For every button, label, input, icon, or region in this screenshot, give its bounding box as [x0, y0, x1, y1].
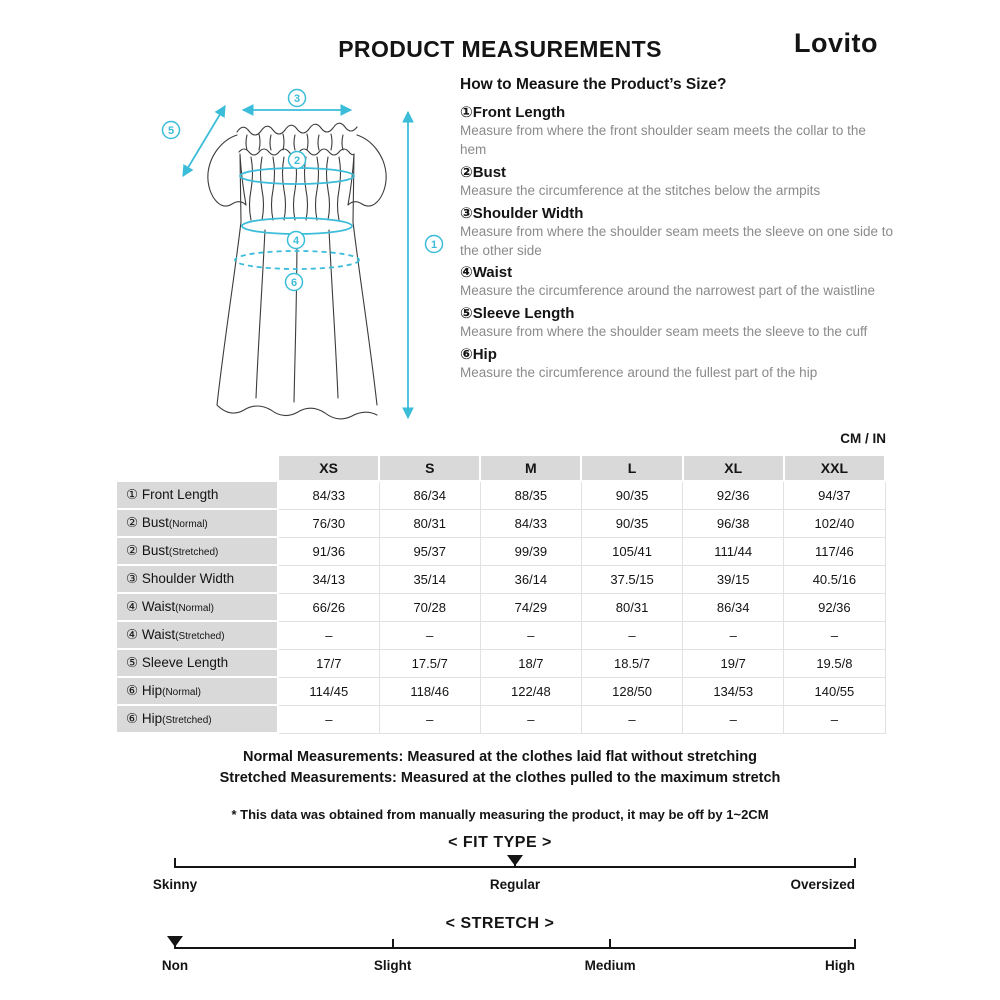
measure-guide	[460, 76, 894, 385]
instruction-item	[460, 204, 894, 261]
measurement-row	[116, 705, 885, 733]
measurement-type-sub: (Stretched)	[175, 631, 225, 642]
scale-marker	[167, 936, 183, 947]
measurement-value-cell: 84/33	[480, 509, 581, 537]
measurement-value-cell: 92/36	[683, 481, 784, 509]
measurement-value-cell: 34/13	[278, 565, 379, 593]
table-corner-cell	[116, 455, 278, 481]
measurement-value-cell: –	[683, 621, 784, 649]
measurement-row	[116, 677, 885, 705]
note-disclaimer: * This data was obtained from manually measuring the product, it may be off by 1~2CM	[231, 807, 769, 822]
dress-diagram-svg	[125, 80, 465, 430]
measurement-value-cell: 118/46	[379, 677, 480, 705]
measurement-value-cell: 76/30	[278, 509, 379, 537]
measurement-value-cell: 19/7	[683, 649, 784, 677]
scale-labels-0	[152, 877, 855, 895]
guide-title: How to Measure the Product’s Size?	[460, 76, 727, 93]
measurement-row-label: ⑥ Hip(Stretched)	[116, 705, 278, 733]
measurement-value-cell: –	[480, 621, 581, 649]
measurement-value-cell: –	[480, 705, 581, 733]
measurement-row	[116, 593, 885, 621]
instruction-item	[460, 345, 894, 383]
measurement-row-label: ④ Waist(Stretched)	[116, 621, 278, 649]
measurement-value-cell: 128/50	[581, 677, 682, 705]
diagram-callouts	[163, 90, 443, 291]
callout-num-front-length: 1	[430, 239, 438, 251]
scale-tick	[854, 858, 856, 868]
note-normal: Normal Measurements: Measured at the clothes laid flat without stretching	[242, 749, 758, 765]
measurement-value-cell: 105/41	[581, 537, 682, 565]
scale-line	[175, 947, 855, 949]
instruction-label: ⑤Sleeve Length	[460, 305, 575, 323]
measurement-value-cell: 66/26	[278, 593, 379, 621]
scale-labels-1	[161, 958, 855, 976]
measurement-value-cell: 86/34	[683, 593, 784, 621]
measurement-value-cell: –	[379, 705, 480, 733]
instruction-label: ①Front Length	[460, 104, 566, 121]
measurement-row	[116, 481, 885, 509]
instruction-desc: Measure from where the front shoulder seam meets the collar to the hem	[460, 123, 866, 157]
scale-label: Medium	[584, 958, 636, 973]
instruction-label: ②Bust	[460, 163, 507, 181]
measurement-type-sub: (Stretched)	[162, 715, 212, 726]
scale-tick	[609, 939, 611, 949]
callout-num-shoulder: 3	[293, 93, 301, 105]
measurement-row-label: ⑤ Sleeve Length	[116, 649, 278, 677]
callout-num-waist: 4	[292, 235, 300, 247]
callout-num-hip: 6	[290, 277, 298, 289]
instruction-item	[460, 304, 894, 342]
measurement-value-cell: –	[581, 705, 682, 733]
size-column-header: S	[379, 455, 480, 481]
measurement-value-cell: 111/44	[683, 537, 784, 565]
measurement-row-label: ② Bust(Stretched)	[116, 537, 278, 565]
instruction-desc: Measure the circumference at the stitches below the armpits	[460, 182, 821, 198]
scale-label: Slight	[373, 958, 412, 973]
measurement-value-cell: 117/46	[784, 537, 885, 565]
page-title: PRODUCT MEASUREMENTS	[338, 36, 662, 62]
measurement-type-sub: (Normal)	[162, 687, 202, 698]
measurement-value-cell: –	[379, 621, 480, 649]
sleeve-length-line	[183, 106, 225, 176]
measurement-value-cell: 92/36	[784, 593, 885, 621]
measurement-value-cell: 80/31	[379, 509, 480, 537]
measurement-value-cell: 19.5/8	[784, 649, 885, 677]
measurement-value-cell: 90/35	[581, 481, 682, 509]
measurement-value-cell: 99/39	[480, 537, 581, 565]
scale-tick	[854, 939, 856, 949]
measurement-value-cell: –	[683, 705, 784, 733]
measurement-value-cell: 17/7	[278, 649, 379, 677]
measurement-value-cell: 90/35	[581, 509, 682, 537]
scale-tick	[174, 858, 176, 868]
measurement-value-cell: 102/40	[784, 509, 885, 537]
size-column-header: XS	[278, 455, 379, 481]
measurement-value-cell: 70/28	[379, 593, 480, 621]
measurement-row-label: ① Front Length	[116, 481, 278, 509]
measurement-value-cell: 18/7	[480, 649, 581, 677]
instruction-desc: Measure the circumference around the narrowest part of the waistline	[460, 283, 875, 299]
size-column-header: M	[480, 455, 581, 481]
scale-label: Oversized	[790, 877, 855, 892]
instruction-desc: Measure from where the shoulder seam meets the sleeve to the cuff	[460, 324, 868, 340]
instruction-item	[460, 263, 894, 301]
measurement-value-cell: 122/48	[480, 677, 581, 705]
measurement-value-cell: 74/29	[480, 593, 581, 621]
measurement-value-cell: –	[581, 621, 682, 649]
instruction-item	[460, 163, 894, 201]
measurement-value-cell: 18.5/7	[581, 649, 682, 677]
measurement-row	[116, 649, 885, 677]
brand-logo: Lovito	[794, 28, 878, 58]
callout-num-sleeve: 5	[167, 125, 175, 137]
measurement-value-cell: 40.5/16	[784, 565, 885, 593]
stretch-title: < STRETCH >	[445, 915, 555, 932]
measurement-value-cell: 35/14	[379, 565, 480, 593]
measurement-value-cell: –	[784, 705, 885, 733]
instruction-label: ⑥Hip	[460, 346, 497, 364]
scale-label: Skinny	[152, 877, 198, 892]
measurement-row-label: ④ Waist(Normal)	[116, 593, 278, 621]
size-column-header: XXL	[784, 455, 885, 481]
scale-track-0	[175, 853, 855, 868]
size-table	[115, 454, 886, 734]
note-stretched: Stretched Measurements: Measured at the clothes pulled to the maximum stretch	[219, 770, 781, 786]
measurement-row	[116, 621, 885, 649]
measurement-row	[116, 509, 885, 537]
measurement-value-cell: 114/45	[278, 677, 379, 705]
measurement-value-cell: 84/33	[278, 481, 379, 509]
scale-track-1	[175, 934, 855, 949]
dress-measurement-diagram	[125, 80, 465, 430]
size-table-body	[116, 481, 885, 733]
measurement-type-sub: (Normal)	[168, 519, 208, 530]
measurement-row-label: ③ Shoulder Width	[116, 565, 278, 593]
measurement-row	[116, 537, 885, 565]
measurement-value-cell: 95/37	[379, 537, 480, 565]
callout-num-bust: 2	[293, 155, 301, 167]
measurement-row-label: ⑥ Hip(Normal)	[116, 677, 278, 705]
instruction-item	[460, 103, 894, 160]
scale-label: Regular	[489, 877, 541, 892]
measurement-value-cell: –	[784, 621, 885, 649]
instructions-list	[460, 103, 894, 383]
measurement-value-cell: 134/53	[683, 677, 784, 705]
measurement-value-cell: 140/55	[784, 677, 885, 705]
size-column-header: XL	[683, 455, 784, 481]
instruction-desc: Measure from where the shoulder seam meets the sleeve on one side to the other side	[460, 223, 893, 258]
unit-label: CM / IN	[840, 431, 886, 446]
measurement-value-cell: 80/31	[581, 593, 682, 621]
measurement-value-cell: 91/36	[278, 537, 379, 565]
fit-type-title: < FIT TYPE >	[448, 834, 552, 851]
measurement-value-cell: 36/14	[480, 565, 581, 593]
measurement-row	[116, 565, 885, 593]
instruction-label: ③Shoulder Width	[460, 204, 584, 222]
instruction-desc: Measure the circumference around the fullest part of the hip	[460, 365, 818, 381]
measurement-value-cell: 94/37	[784, 481, 885, 509]
size-table-head-row	[116, 455, 885, 481]
scale-label: Non	[161, 958, 189, 973]
measurement-value-cell: –	[278, 621, 379, 649]
scale-label: High	[825, 958, 855, 973]
measurement-value-cell: 96/38	[683, 509, 784, 537]
measurement-value-cell: 39/15	[683, 565, 784, 593]
scale-marker	[507, 855, 523, 866]
measurement-value-cell: 88/35	[480, 481, 581, 509]
measurement-value-cell: –	[278, 705, 379, 733]
size-column-header: L	[581, 455, 682, 481]
measurement-type-sub: (Normal)	[175, 603, 214, 614]
measurement-row-label: ② Bust(Normal)	[116, 509, 278, 537]
measurement-value-cell: 17.5/7	[379, 649, 480, 677]
measurement-value-cell: 86/34	[379, 481, 480, 509]
measurement-value-cell: 37.5/15	[581, 565, 682, 593]
instruction-label: ④Waist	[460, 264, 513, 282]
scale-tick	[392, 939, 394, 949]
measurement-type-sub: (Stretched)	[168, 547, 219, 558]
